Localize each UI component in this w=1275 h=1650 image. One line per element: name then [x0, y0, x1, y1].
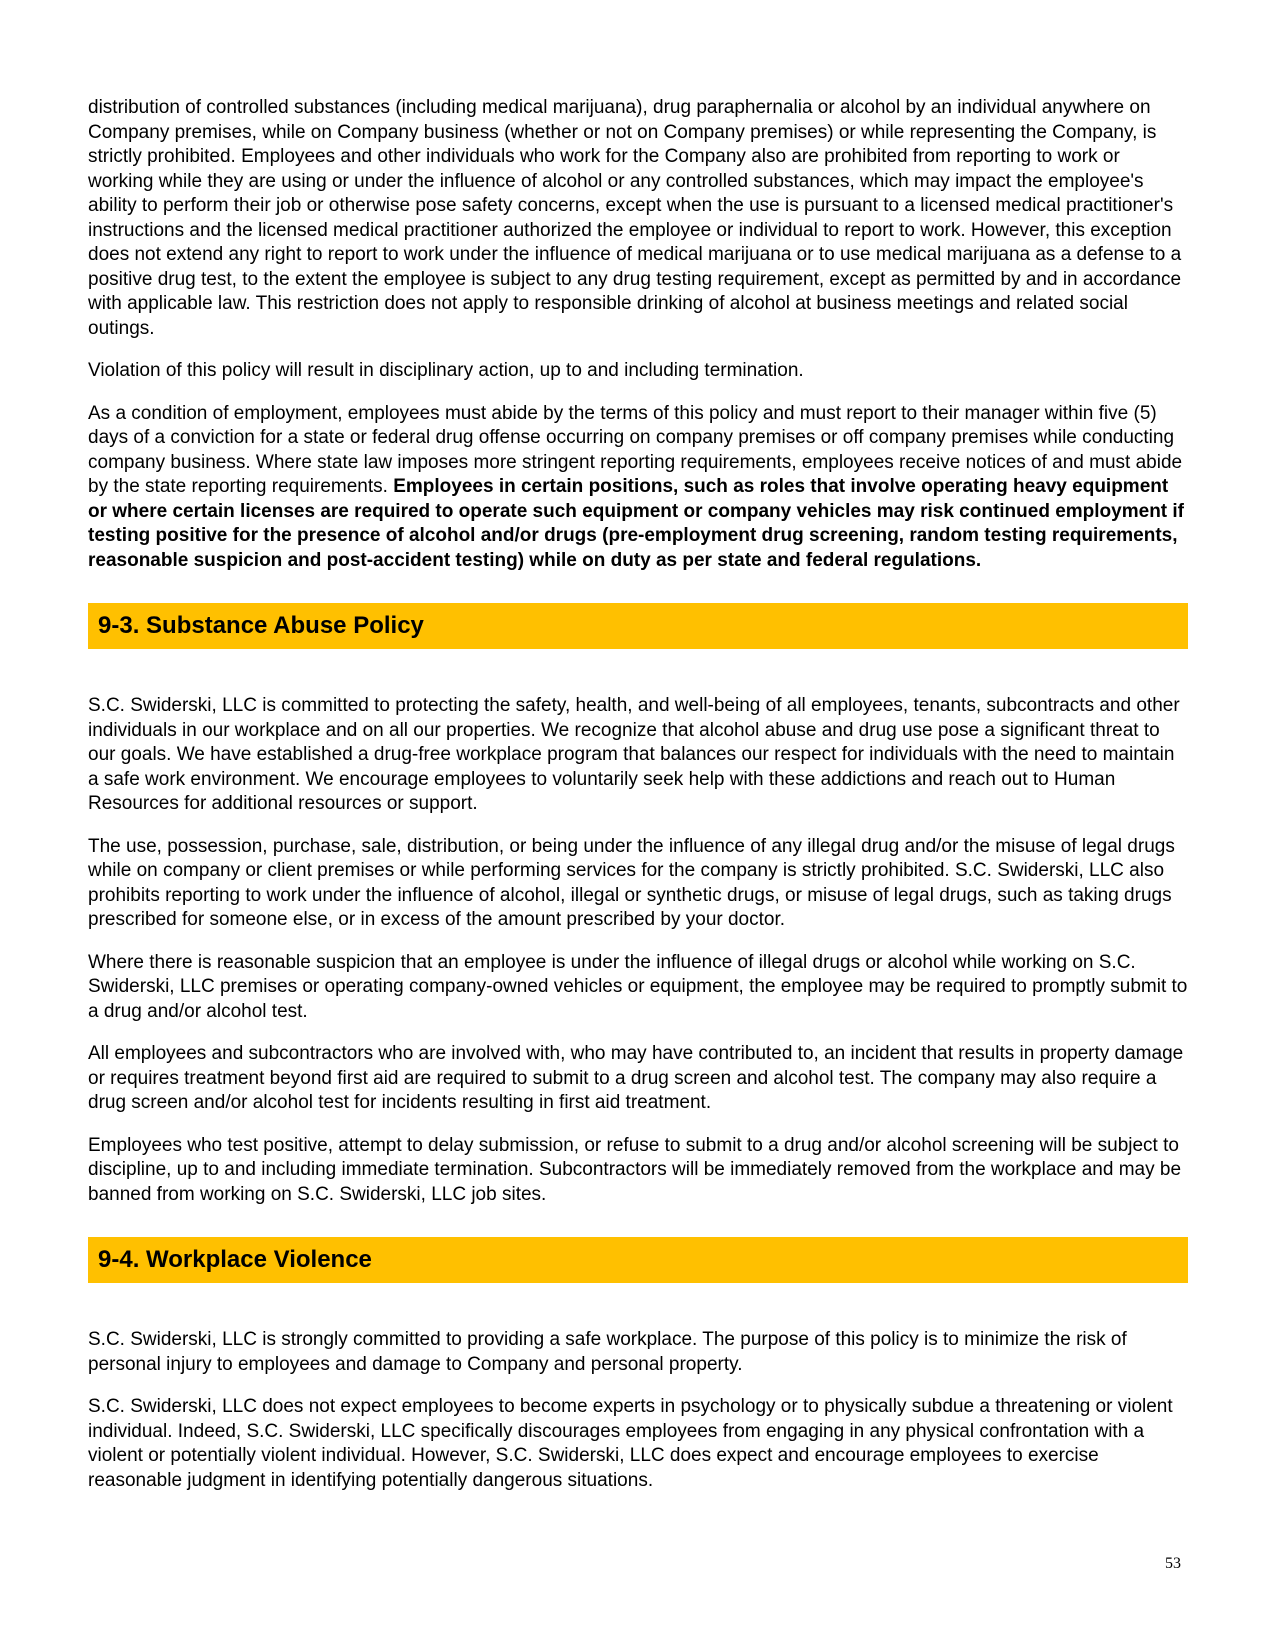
- paragraph-violence-commitment: S.C. Swiderski, LLC is strongly committed to providing a safe workplace. The purpose of this policy is to minimize the risk of personal injury to employees and damage to Company and personal property.: [88, 1329, 1127, 1375]
- document-page: [88, 96, 1188, 1511]
- page-number: 53: [1165, 1555, 1181, 1572]
- condition-bold-text: Employees in certain positions, such as roles that involve operating heavy equipment or where certain licenses are required to operate such equipment or company vehicles may risk continued employment if testing positive for the presence of alcohol and/or drugs (pre-employment drug screening, random testing requirements, reasonable suspicion and post-accident testing) while on duty as per state and federal regulations.: [88, 476, 1185, 571]
- paragraph-test-positive: Employees who test positive, attempt to delay submission, or refuse to submit to a drug and/or alcohol screening will be subject to discipline, up to and including immediate termination. Subcontractors will be immediately removed from the workplace and may be banned from working on S.C. Swiderski, LLC job sites.: [88, 1134, 1182, 1205]
- paragraph-substance-commitment: S.C. Swiderski, LLC is committed to protecting the safety, health, and well-being of all employees, tenants, subcontracts and other individuals in our workplace and on all our properties. We recognize that alcohol abuse and drug use pose a significant threat to our goals. We have established a drug-free workplace program that balances our respect for individuals with the need to maintain a safe work environment. We encourage employees to voluntarily seek help with these addictions and reach out to Human Resources for additional resources or support.: [88, 695, 1180, 814]
- section-header-substance-abuse: 9-3. Substance Abuse Policy: [88, 603, 1188, 649]
- paragraph-drug-prohibition: distribution of controlled substances (including medical marijuana), drug paraphernalia or alcohol by an individual anywhere on Company premises, while on Company business (whether or not on Company premises) or while representing the Company, is strictly prohibited. Employees and other individuals who work for the Company also are prohibited from reporting to work or working while they are using or under the influence of alcohol or any controlled substances, which may impact the employee's ability to perform their job or otherwise pose safety concerns, except when the use is pursuant to a licensed medical practitioner's instructions and the licensed medical practitioner authorized the employee or individual to report to work. However, this exception does not extend any right to report to work under the influence of medical marijuana or to use medical marijuana as a defense to a positive drug test, to the extent the employee is subject to any drug testing requirement, except as permitted by and in accordance with applicable law. This restriction does not apply to responsible drinking of alcohol at business meetings and related social outings.: [88, 97, 1182, 339]
- paragraph-substance-prohibited: The use, possession, purchase, sale, distribution, or being under the influence of any illegal drug and/or the misuse of legal drugs while on company or client premises or while performing services for the company is strictly prohibited. S.C. Swiderski, LLC also prohibits reporting to work under the influence of alcohol, illegal or synthetic drugs, or misuse of legal drugs, such as taking drugs prescribed for someone else, or in excess of the amount prescribed by your doctor.: [88, 835, 1175, 930]
- paragraph-violence-expectations: S.C. Swiderski, LLC does not expect employees to become experts in psychology or to physically subdue a threatening or violent individual. Indeed, S.C. Swiderski, LLC specifically discourages employees from engaging in any physical confrontation with a violent or potentially violent individual. However, S.C. Swiderski, LLC does expect and encourage employees to exercise reasonable judgment in identifying potentially dangerous situations.: [88, 1396, 1173, 1491]
- condition-normal-text: As a condition of employment, employees must abide by the terms of this policy and must report to their manager within five (5) days of a conviction for a state or federal drug offense occurring on company premises or off company premises while conducting company business. Where state law imposes more stringent reporting requirements, employees receive notices of and must abide by the state reporting requirements.: [88, 402, 1183, 497]
- section-header-workplace-violence: 9-4. Workplace Violence: [88, 1237, 1188, 1283]
- paragraph-reasonable-suspicion: Where there is reasonable suspicion that an employee is under the influence of illegal drugs or alcohol while working on S.C. Swiderski, LLC premises or operating company-owned vehicles or equipment, the employee may be required to promptly submit to a drug and/or alcohol test.: [88, 951, 1188, 1022]
- paragraph-condition-of-employment: [88, 402, 1188, 574]
- paragraph-violation: Violation of this policy will result in disciplinary action, up to and including termination.: [88, 360, 804, 381]
- paragraph-post-incident: All employees and subcontractors who are involved with, who may have contributed to, an incident that results in property damage or requires treatment beyond first aid are required to submit to a drug screen and alcohol test. The company may also require a drug screen and/or alcohol test for incidents resulting in first aid treatment.: [88, 1043, 1184, 1113]
